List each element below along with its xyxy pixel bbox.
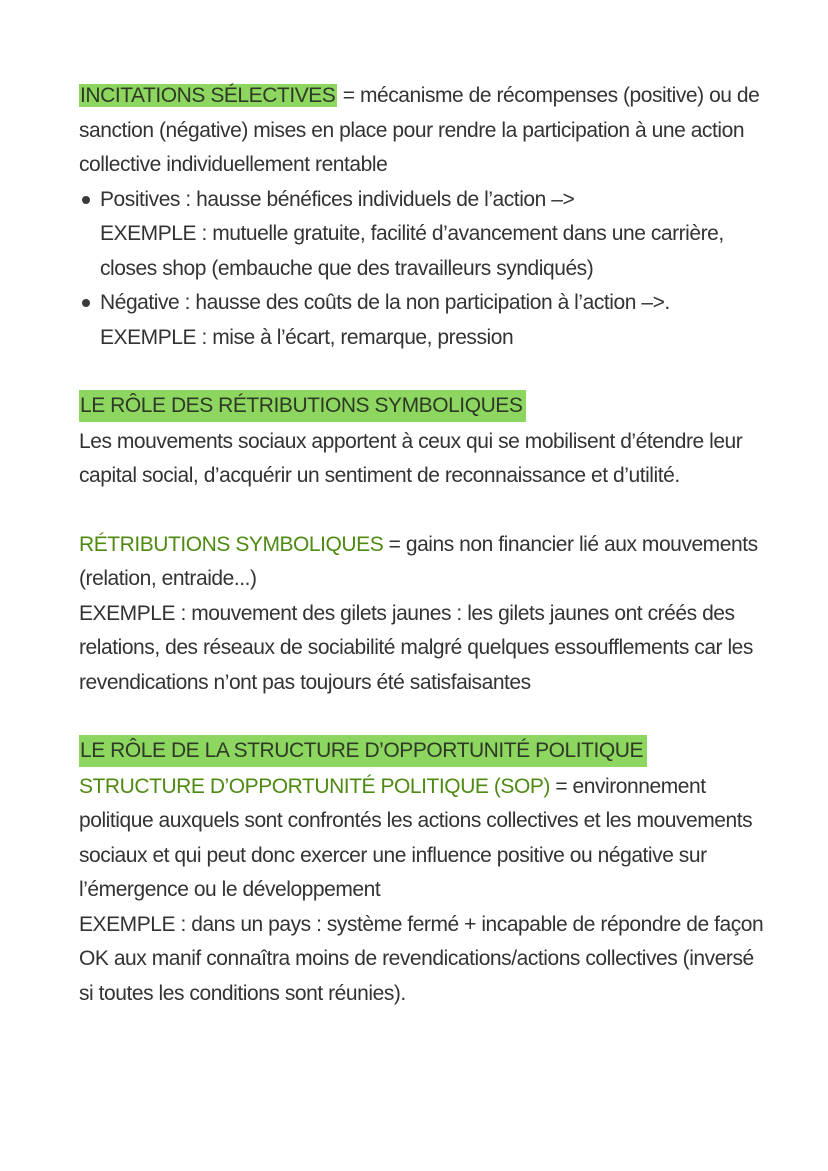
bullet-list (79, 183, 768, 356)
section-heading-political-opportunity: LE RÔLE DE LA STRUCTURE D’OPPORTUNITÉ POLITIQUE (79, 735, 647, 767)
definition-text: = mécanisme de récompenses (positive) ou de sanction (négative) mises en place pour rendre la participation à une action collective individuellement rentable (79, 84, 760, 176)
selective-incentives-paragraph (79, 79, 768, 183)
bullet-example-text: EXEMPLE : mise à l’écart, remarque, pression (100, 325, 514, 349)
bullet-dot-icon (82, 196, 90, 204)
sop-definition-paragraph (79, 770, 768, 908)
example-text: EXEMPLE : mouvement des gilets jaunes : les gilets jaunes ont créés des relations, des réseaux de sociabilité malgré quelques essoufflements car les revendications n’ont pas toujours été satisfaisantes (79, 601, 753, 694)
example-text: EXEMPLE : dans un pays : système fermé + incapable de répondre de façon OK aux manif connaîtra moins de revendications/actions collectives (inversé si toutes les conditions sont réunies). (79, 912, 764, 1005)
bullet-example-text: EXEMPLE : mutuelle gratuite, facilité d’avancement dans une carrière, closes shop (embauche que des travailleurs syndiqués) (100, 222, 724, 280)
highlighted-term: INCITATIONS SÉLECTIVES (80, 84, 336, 107)
colored-term: STRUCTURE D’OPPORTUNITÉ POLITIQUE (SOP) (79, 774, 550, 798)
bullet-main-text: Négative : hausse des coûts de la non participation à l’action –>. (100, 291, 670, 314)
definition-text: = environnement politique auxquels sont confrontés les actions collectives et les mouvements sociaux et qui peut donc exercer une influence positive ou négative sur l’émergence ou le développement (79, 774, 753, 901)
bullet-main-text: Positives : hausse bénéfices individuels de l’action –> (100, 187, 575, 211)
section-heading-wrapper (79, 734, 768, 769)
definition-text: = gains non financier lié aux mouvements (relation, entraide...) (79, 532, 758, 590)
section-heading-symbolic-rewards: LE RÔLE DES RÉTRIBUTIONS SYMBOLIQUES (79, 390, 526, 422)
bullet-item-positive (79, 183, 768, 287)
bullet-item-negative (79, 286, 768, 355)
symbolic-rewards-text: Les mouvements sociaux apportent à ceux qui se mobilisent d’étendre leur capital social, d’acquérir un sentiment de reconnaissance et d’utilité. (79, 429, 743, 487)
symbolic-rewards-definition-paragraph (79, 528, 768, 597)
bullet-dot-icon (82, 299, 90, 307)
colored-term: RÉTRIBUTIONS SYMBOLIQUES (79, 532, 384, 556)
section-heading-wrapper (79, 389, 768, 424)
